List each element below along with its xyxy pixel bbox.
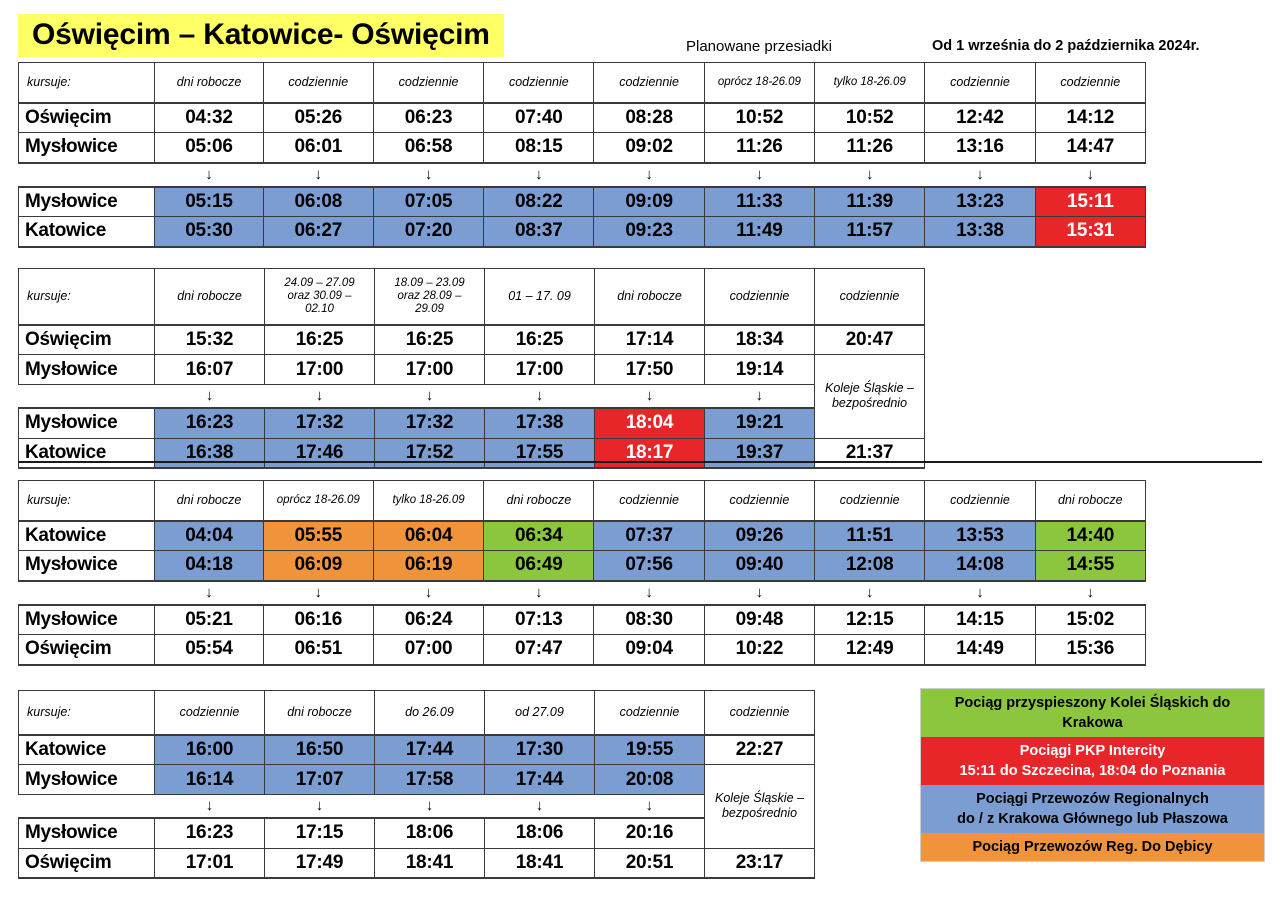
time-cell: 08:30 bbox=[594, 605, 704, 635]
time-cell: 11:49 bbox=[704, 217, 814, 247]
time-cell: 09:26 bbox=[704, 521, 814, 551]
header-line: oraz 28.09 – bbox=[397, 289, 462, 302]
station-name: Oświęcim bbox=[19, 848, 155, 878]
legend-line: 15:11 do Szczecina, 18:04 do Poznania bbox=[959, 763, 1226, 779]
time-cell: 06:08 bbox=[263, 187, 373, 217]
time-cell: 07:37 bbox=[594, 521, 704, 551]
header-kursuje: kursuje: bbox=[19, 269, 155, 325]
time-cell: 05:26 bbox=[263, 103, 373, 133]
time-cell: 19:37 bbox=[705, 438, 815, 468]
time-cell: 06:51 bbox=[263, 635, 373, 665]
time-cell: 17:52 bbox=[375, 438, 485, 468]
time-cell-intercity: 15:31 bbox=[1035, 217, 1145, 247]
header-col-4: od 27.09 bbox=[485, 691, 595, 735]
legend-line: Pociąg Przewozów Reg. Do Dębicy bbox=[972, 839, 1213, 855]
table-row bbox=[19, 103, 1146, 133]
table-row bbox=[19, 818, 815, 848]
header-row bbox=[19, 63, 1146, 103]
time-cell: 16:25 bbox=[375, 325, 485, 355]
time-cell: 06:24 bbox=[373, 605, 483, 635]
time-cell: 19:21 bbox=[705, 408, 815, 438]
time-cell: 17:14 bbox=[595, 325, 705, 355]
header-col-6: oprócz 18-26.09 bbox=[704, 63, 814, 103]
transfer-arrow-icon: ↓ bbox=[314, 583, 323, 601]
time-cell: 06:23 bbox=[373, 103, 483, 133]
time-cell: 07:05 bbox=[373, 187, 483, 217]
time-cell: 17:44 bbox=[375, 735, 485, 765]
header-col-9: dni robocze bbox=[1035, 481, 1145, 521]
legend-item-ks-fast bbox=[921, 689, 1264, 737]
time-cell-intercity: 18:17 bbox=[595, 438, 705, 468]
time-cell: 12:42 bbox=[925, 103, 1035, 133]
time-cell: 09:23 bbox=[594, 217, 704, 247]
time-cell: 15:02 bbox=[1035, 605, 1145, 635]
time-cell: 11:51 bbox=[815, 521, 925, 551]
transfer-arrow-icon: ↓ bbox=[535, 797, 544, 814]
timetable-3 bbox=[18, 480, 1146, 666]
time-cell: 07:40 bbox=[484, 103, 594, 133]
time-cell: 17:55 bbox=[485, 438, 595, 468]
time-cell-direct: 20:47 bbox=[815, 325, 925, 355]
legend-line: Pociąg przyspieszony Kolei Śląskich do bbox=[954, 695, 1231, 711]
transfer-arrow-icon: ↓ bbox=[865, 165, 874, 183]
station-name: Mysłowice bbox=[19, 551, 155, 581]
page-header bbox=[0, 14, 1280, 58]
time-cell-ks-fast: 14:55 bbox=[1035, 551, 1145, 581]
table-row bbox=[19, 325, 925, 355]
transfer-arrow-icon: ↓ bbox=[535, 165, 543, 183]
time-cell: 17:07 bbox=[265, 765, 375, 795]
time-cell: 12:08 bbox=[815, 551, 925, 581]
time-cell: 20:08 bbox=[595, 765, 705, 795]
transfer-arrow-icon: ↓ bbox=[976, 583, 984, 601]
time-cell: 16:25 bbox=[485, 325, 595, 355]
header-col-7: codziennie bbox=[815, 481, 925, 521]
header-col-2: codziennie bbox=[263, 63, 373, 103]
transfer-arrow-icon: ↓ bbox=[424, 583, 433, 601]
time-cell: 06:58 bbox=[373, 133, 483, 163]
time-cell: 12:15 bbox=[815, 605, 925, 635]
station-name: Katowice bbox=[19, 735, 155, 765]
transfer-arrow-icon: ↓ bbox=[1086, 165, 1095, 183]
table-row bbox=[19, 355, 925, 385]
spacer bbox=[19, 581, 155, 605]
time-cell: 16:07 bbox=[155, 355, 265, 385]
time-cell: 12:49 bbox=[815, 635, 925, 665]
time-cell: 04:18 bbox=[155, 551, 263, 581]
time-cell: 17:58 bbox=[375, 765, 485, 795]
legend-line: Pociągi PKP Intercity bbox=[1019, 743, 1166, 759]
time-cell: 05:15 bbox=[155, 187, 263, 217]
time-cell: 04:04 bbox=[155, 521, 263, 551]
time-cell: 13:53 bbox=[925, 521, 1035, 551]
transfer-arrow-row bbox=[19, 795, 815, 819]
table-row bbox=[19, 551, 1146, 581]
transfer-arrow-icon: ↓ bbox=[205, 165, 213, 183]
spacer bbox=[19, 163, 155, 187]
transfer-arrow-icon: ↓ bbox=[1086, 583, 1095, 601]
time-cell: 16:23 bbox=[155, 818, 265, 848]
page-title: Oświęcim – Katowice- Oświęcim bbox=[18, 14, 504, 57]
header-col-5: codziennie bbox=[594, 63, 704, 103]
time-cell-intercity: 15:11 bbox=[1035, 187, 1145, 217]
header-col-7: codziennie bbox=[815, 269, 925, 325]
transfer-arrow-icon: ↓ bbox=[645, 387, 654, 404]
time-cell: 13:23 bbox=[925, 187, 1035, 217]
legend-line: Krakowa bbox=[1062, 715, 1123, 731]
header-row bbox=[19, 269, 925, 325]
station-name: Katowice bbox=[19, 521, 155, 551]
spacer bbox=[19, 385, 155, 409]
station-name: Mysłowice bbox=[19, 408, 155, 438]
time-cell: 20:51 bbox=[595, 848, 705, 878]
transfer-arrow-icon: ↓ bbox=[535, 583, 543, 601]
time-cell: 15:36 bbox=[1035, 635, 1145, 665]
time-cell: 16:23 bbox=[155, 408, 265, 438]
station-name: Mysłowice bbox=[19, 355, 155, 385]
section-divider bbox=[18, 461, 1262, 463]
station-name: Oświęcim bbox=[19, 325, 155, 355]
transfer-arrow-icon: ↓ bbox=[425, 797, 434, 814]
transfer-arrow-icon: ↓ bbox=[645, 165, 653, 183]
transfer-arrow-icon: ↓ bbox=[314, 165, 323, 183]
direct-service-note: Koleje Śląskie – bezpośrednio bbox=[705, 765, 815, 849]
header-col-1: dni robocze bbox=[155, 269, 265, 325]
header-line: 02.10 bbox=[305, 302, 334, 315]
time-cell: 20:16 bbox=[595, 818, 705, 848]
table-row bbox=[19, 848, 815, 878]
timetable-2 bbox=[18, 268, 925, 469]
time-cell: 11:39 bbox=[815, 187, 925, 217]
header-col-4: codziennie bbox=[484, 63, 594, 103]
time-cell: 14:47 bbox=[1035, 133, 1145, 163]
transfer-arrow-icon: ↓ bbox=[205, 797, 214, 814]
time-cell: 09:40 bbox=[704, 551, 814, 581]
header-col-6: codziennie bbox=[705, 691, 815, 735]
header-kursuje: kursuje: bbox=[19, 63, 155, 103]
header-row bbox=[19, 691, 815, 735]
time-cell: 14:49 bbox=[925, 635, 1035, 665]
time-cell: 14:12 bbox=[1035, 103, 1145, 133]
transfer-arrow-icon: ↓ bbox=[865, 583, 874, 601]
time-cell-debica: 06:09 bbox=[263, 551, 373, 581]
transfer-arrow-icon: ↓ bbox=[205, 583, 213, 601]
time-cell: 09:48 bbox=[704, 605, 814, 635]
transfer-arrow-icon: ↓ bbox=[645, 583, 653, 601]
time-cell: 17:32 bbox=[265, 408, 375, 438]
header-col-2: oprócz 18-26.09 bbox=[263, 481, 373, 521]
time-cell: 07:00 bbox=[373, 635, 483, 665]
transfer-arrow-icon: ↓ bbox=[315, 387, 324, 404]
transfer-arrow-icon: ↓ bbox=[976, 165, 984, 183]
legend bbox=[920, 688, 1265, 862]
header-col-1: dni robocze bbox=[155, 63, 263, 103]
header-line: oraz 30.09 – bbox=[287, 289, 352, 302]
table-row bbox=[19, 765, 815, 795]
header-col-5: codziennie bbox=[595, 691, 705, 735]
header-col-2 bbox=[265, 269, 375, 325]
time-cell: 10:52 bbox=[815, 103, 925, 133]
time-cell: 17:50 bbox=[595, 355, 705, 385]
page-subtitle: Planowane przesiadki bbox=[686, 38, 832, 55]
time-cell: 09:02 bbox=[594, 133, 704, 163]
time-cell-direct: 22:27 bbox=[705, 735, 815, 765]
transfer-arrow-icon: ↓ bbox=[315, 797, 324, 814]
timetable-4 bbox=[18, 690, 815, 879]
transfer-arrow-icon: ↓ bbox=[424, 165, 433, 183]
header-col-9: codziennie bbox=[1035, 63, 1145, 103]
time-cell: 17:00 bbox=[485, 355, 595, 385]
spacer bbox=[19, 795, 155, 819]
header-col-6: codziennie bbox=[704, 481, 814, 521]
transfer-arrow-row bbox=[19, 581, 1146, 605]
header-kursuje: kursuje: bbox=[19, 481, 155, 521]
transfer-arrow-icon: ↓ bbox=[535, 387, 544, 404]
validity-date-range: Od 1 września do 2 października 2024r. bbox=[932, 38, 1200, 54]
header-col-1: dni robocze bbox=[155, 481, 263, 521]
time-cell-intercity: 18:04 bbox=[595, 408, 705, 438]
station-name: Mysłowice bbox=[19, 818, 155, 848]
time-cell-ks-fast: 06:34 bbox=[484, 521, 594, 551]
time-cell: 16:25 bbox=[265, 325, 375, 355]
transfer-arrow-icon: ↓ bbox=[755, 583, 764, 601]
legend-line: Pociągi Przewozów Regionalnych bbox=[976, 791, 1209, 807]
time-cell: 07:56 bbox=[594, 551, 704, 581]
table-row bbox=[19, 408, 925, 438]
transfer-arrow-icon: ↓ bbox=[205, 387, 214, 404]
header-col-3: tylko 18-26.09 bbox=[373, 481, 483, 521]
time-cell: 13:16 bbox=[925, 133, 1035, 163]
header-col-6: codziennie bbox=[705, 269, 815, 325]
header-line: 18.09 – 23.09 bbox=[394, 276, 465, 289]
time-cell: 16:14 bbox=[155, 765, 265, 795]
time-cell: 07:13 bbox=[484, 605, 594, 635]
header-col-8: codziennie bbox=[925, 63, 1035, 103]
header-col-1: codziennie bbox=[155, 691, 265, 735]
table-row bbox=[19, 217, 1146, 247]
time-cell: 11:26 bbox=[704, 133, 814, 163]
header-col-3: codziennie bbox=[373, 63, 483, 103]
time-cell-direct: 23:17 bbox=[705, 848, 815, 878]
time-cell: 16:00 bbox=[155, 735, 265, 765]
time-cell: 06:16 bbox=[263, 605, 373, 635]
time-cell-debica: 06:19 bbox=[373, 551, 483, 581]
time-cell: 19:55 bbox=[595, 735, 705, 765]
time-cell: 17:44 bbox=[485, 765, 595, 795]
transfer-arrow-row bbox=[19, 385, 925, 409]
legend-line: do / z Krakowa Głównego lub Płaszowa bbox=[957, 811, 1228, 827]
transfer-arrow-row bbox=[19, 163, 1146, 187]
legend-item-intercity bbox=[921, 737, 1264, 785]
time-cell: 06:27 bbox=[263, 217, 373, 247]
header-col-7: tylko 18-26.09 bbox=[815, 63, 925, 103]
header-col-4: dni robocze bbox=[484, 481, 594, 521]
station-name: Mysłowice bbox=[19, 187, 155, 217]
time-cell: 17:00 bbox=[265, 355, 375, 385]
time-cell: 16:38 bbox=[155, 438, 265, 468]
time-cell: 15:32 bbox=[155, 325, 265, 355]
table-row bbox=[19, 521, 1146, 551]
station-name: Katowice bbox=[19, 217, 155, 247]
header-row bbox=[19, 481, 1146, 521]
header-col-4: 01 – 17. 09 bbox=[485, 269, 595, 325]
time-cell: 18:34 bbox=[705, 325, 815, 355]
transfer-arrow-icon: ↓ bbox=[645, 797, 653, 814]
header-line: 29.09 bbox=[415, 302, 444, 315]
time-cell: 18:06 bbox=[485, 818, 595, 848]
station-name: Katowice bbox=[19, 438, 155, 468]
station-name: Mysłowice bbox=[19, 133, 155, 163]
time-cell: 19:14 bbox=[705, 355, 815, 385]
table-row bbox=[19, 187, 1146, 217]
time-cell: 04:32 bbox=[155, 103, 263, 133]
time-cell: 11:33 bbox=[704, 187, 814, 217]
station-name: Oświęcim bbox=[19, 635, 155, 665]
timetable-1 bbox=[18, 62, 1146, 248]
table-row bbox=[19, 133, 1146, 163]
legend-item-regional bbox=[921, 785, 1264, 833]
station-name: Mysłowice bbox=[19, 605, 155, 635]
transfer-arrow-icon: ↓ bbox=[425, 387, 434, 404]
station-name: Oświęcim bbox=[19, 103, 155, 133]
time-cell: 08:37 bbox=[484, 217, 594, 247]
time-cell: 18:41 bbox=[485, 848, 595, 878]
time-cell: 08:15 bbox=[484, 133, 594, 163]
transfer-arrow-icon: ↓ bbox=[755, 387, 763, 404]
time-cell: 08:22 bbox=[484, 187, 594, 217]
time-cell: 07:47 bbox=[484, 635, 594, 665]
time-cell: 13:38 bbox=[925, 217, 1035, 247]
time-cell: 09:04 bbox=[594, 635, 704, 665]
time-cell: 17:30 bbox=[485, 735, 595, 765]
header-col-3 bbox=[375, 269, 485, 325]
time-cell: 05:54 bbox=[155, 635, 263, 665]
header-col-5: dni robocze bbox=[595, 269, 705, 325]
table-row bbox=[19, 735, 815, 765]
time-cell: 14:08 bbox=[925, 551, 1035, 581]
header-col-2: dni robocze bbox=[265, 691, 375, 735]
header-col-5: codziennie bbox=[594, 481, 704, 521]
transfer-arrow-icon: ↓ bbox=[755, 165, 764, 183]
time-cell: 14:15 bbox=[925, 605, 1035, 635]
time-cell: 17:38 bbox=[485, 408, 595, 438]
time-cell: 17:32 bbox=[375, 408, 485, 438]
time-cell-debica: 05:55 bbox=[263, 521, 373, 551]
time-cell: 17:00 bbox=[375, 355, 485, 385]
header-col-3: do 26.09 bbox=[375, 691, 485, 735]
time-cell: 18:06 bbox=[375, 818, 485, 848]
table-row bbox=[19, 605, 1146, 635]
direct-service-note: Koleje Śląskie – bezpośrednio bbox=[815, 355, 925, 439]
time-cell: 09:09 bbox=[594, 187, 704, 217]
time-cell-debica: 06:04 bbox=[373, 521, 483, 551]
time-cell: 10:22 bbox=[704, 635, 814, 665]
time-cell: 11:57 bbox=[815, 217, 925, 247]
station-name: Mysłowice bbox=[19, 765, 155, 795]
time-cell: 08:28 bbox=[594, 103, 704, 133]
time-cell: 07:20 bbox=[373, 217, 483, 247]
time-cell: 05:21 bbox=[155, 605, 263, 635]
time-cell: 17:01 bbox=[155, 848, 265, 878]
time-cell: 06:01 bbox=[263, 133, 373, 163]
time-cell-direct: 21:37 bbox=[815, 438, 925, 468]
time-cell: 17:49 bbox=[265, 848, 375, 878]
time-cell: 05:06 bbox=[155, 133, 263, 163]
time-cell-ks-fast: 06:49 bbox=[484, 551, 594, 581]
table-row bbox=[19, 635, 1146, 665]
time-cell: 17:46 bbox=[265, 438, 375, 468]
time-cell-ks-fast: 14:40 bbox=[1035, 521, 1145, 551]
header-kursuje: kursuje: bbox=[19, 691, 155, 735]
time-cell: 18:41 bbox=[375, 848, 485, 878]
time-cell: 11:26 bbox=[815, 133, 925, 163]
header-col-8: codziennie bbox=[925, 481, 1035, 521]
legend-item-debica bbox=[921, 833, 1264, 861]
header-line: 24.09 – 27.09 bbox=[284, 276, 355, 289]
time-cell: 05:30 bbox=[155, 217, 263, 247]
time-cell: 17:15 bbox=[265, 818, 375, 848]
time-cell: 16:50 bbox=[265, 735, 375, 765]
table-row bbox=[19, 438, 925, 468]
time-cell: 10:52 bbox=[704, 103, 814, 133]
